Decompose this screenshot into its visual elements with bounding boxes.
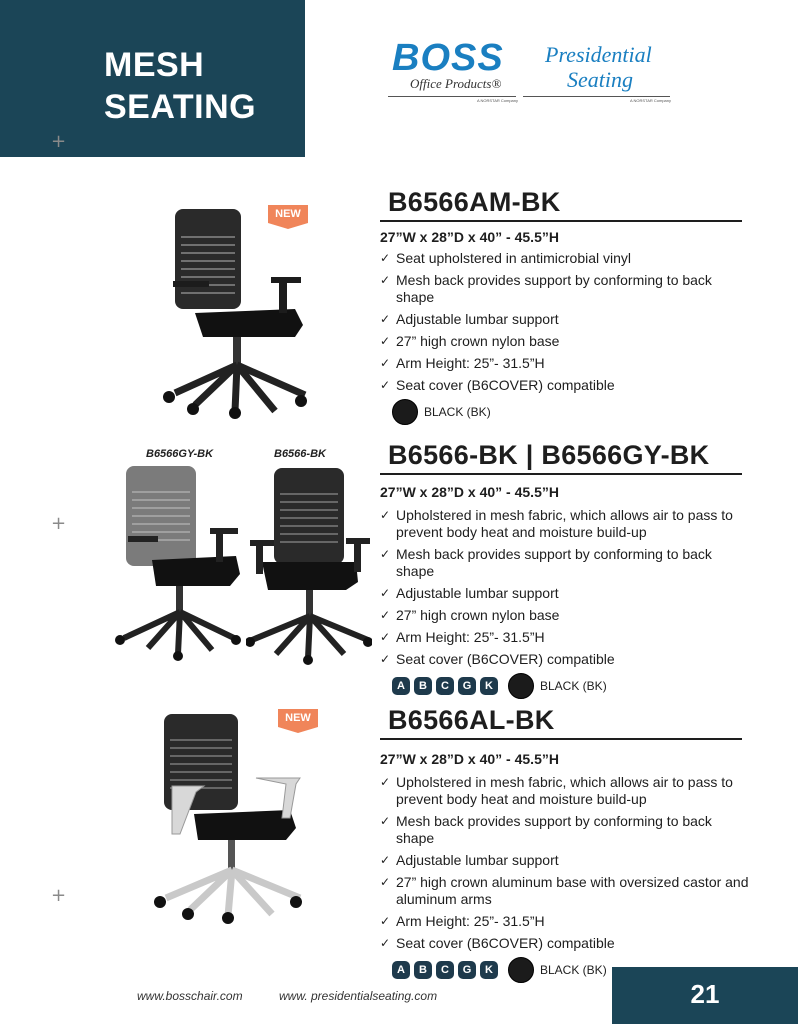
footer-link-bosschair[interactable]: www.bosschair.com [137, 989, 243, 1003]
checkmark-icon: ✓ [380, 378, 391, 392]
feature-item: ✓ 27” high crown nylon base [380, 607, 560, 623]
grade-badge: A [392, 961, 410, 979]
chair-image-b6566am [155, 205, 315, 420]
boss-logo-word: BOSS [392, 37, 504, 79]
swatch-label: BLACK (BK) [540, 679, 607, 693]
page-title-line2: SEATING [104, 88, 257, 126]
black-swatch [508, 673, 534, 699]
product-title: B6566AM-BK [388, 187, 561, 217]
chair-image-b6566gy [112, 462, 242, 662]
checkmark-icon: ✓ [380, 547, 391, 561]
grade-badge: K [480, 961, 498, 979]
color-options [380, 399, 750, 425]
feature-item: ✓ Adjustable lumbar support [380, 852, 559, 868]
color-options [380, 673, 750, 699]
grade-badge: G [458, 961, 476, 979]
checkmark-icon: ✓ [380, 814, 391, 828]
feature-item: ✓ Arm Height: 25”- 31.5”H [380, 629, 545, 645]
checkmark-icon: ✓ [380, 251, 391, 265]
page-number: 21 [690, 979, 720, 1009]
page-title [104, 44, 256, 128]
checkmark-icon: ✓ [380, 914, 391, 928]
grade-badge: C [436, 961, 454, 979]
checkmark-icon: ✓ [380, 775, 391, 789]
checkmark-icon: ✓ [380, 273, 391, 287]
boss-tagline: A NORSTAR Company [476, 98, 518, 103]
product-title: B6566AL-BK [388, 705, 555, 735]
presidential-logo-word: Presidential [545, 42, 652, 67]
checkmark-icon: ✓ [380, 508, 391, 522]
grade-badge: K [480, 677, 498, 695]
boss-logo-sub: Office Products® [410, 76, 502, 91]
grade-badge: C [436, 677, 454, 695]
boss-logo [388, 38, 518, 104]
checkmark-icon: ✓ [380, 875, 391, 889]
grade-badge: A [392, 677, 410, 695]
feature-item: ✓ 27” high crown aluminum base with oversized castor and aluminum arms [380, 874, 749, 907]
feature-item: ✓ Seat cover (B6COVER) compatible [380, 377, 615, 393]
footer-link-presidential[interactable]: www. presidentialseating.com [279, 989, 438, 1003]
feature-item: ✓ Arm Height: 25”- 31.5”H [380, 355, 545, 371]
new-badge-label: NEW [275, 208, 301, 220]
feature-item: ✓ Upholstered in mesh fabric, which allows air to pass to prevent body heat and moisture build-up [380, 774, 733, 807]
crop-mark-icon: + [51, 513, 67, 534]
checkmark-icon: ✓ [380, 312, 391, 326]
presidential-logo [523, 40, 671, 106]
product-dimensions: 27”W x 28”D x 40” - 45.5”H [380, 751, 559, 767]
product-dimensions: 27”W x 28”D x 40” - 45.5”H [380, 484, 559, 500]
model-label-gy: B6566GY-BK [146, 448, 214, 460]
model-label-bk: B6566-BK [274, 448, 326, 460]
feature-item: ✓ 27” high crown nylon base [380, 333, 560, 349]
chair-image-b6566bk [246, 466, 372, 666]
feature-list [380, 250, 750, 394]
presidential-tagline: A NORSTAR Company [629, 98, 671, 103]
feature-list [380, 507, 750, 668]
feature-item: ✓ Mesh back provides support by conforming to back shape [380, 546, 712, 579]
feature-list [380, 774, 750, 952]
feature-item: ✓ Seat cover (B6COVER) compatible [380, 651, 615, 667]
checkmark-icon: ✓ [380, 652, 391, 666]
product-dimensions: 27”W x 28”D x 40” - 45.5”H [380, 229, 559, 245]
title-divider [380, 738, 742, 740]
product-b6566am [380, 186, 750, 425]
feature-item: ✓ Arm Height: 25”- 31.5”H [380, 913, 545, 929]
feature-item: ✓ Seat upholstered in antimicrobial vinyl [380, 250, 632, 266]
feature-item: ✓ Mesh back provides support by conforming to back shape [380, 813, 712, 846]
product-title: B6566-BK | B6566GY-BK [388, 440, 710, 470]
page-number-box [612, 967, 798, 1024]
feature-item: ✓ Adjustable lumbar support [380, 311, 559, 327]
checkmark-icon: ✓ [380, 356, 391, 370]
feature-item: ✓ Upholstered in mesh fabric, which allows air to pass to prevent body heat and moisture build-up [380, 507, 733, 540]
grade-badge: B [414, 961, 432, 979]
grade-badge: G [458, 677, 476, 695]
black-swatch [392, 399, 418, 425]
checkmark-icon: ✓ [380, 936, 391, 950]
presidential-logo-sub: Seating [567, 67, 633, 92]
checkmark-icon: ✓ [380, 853, 391, 867]
page-title-line1: MESH [104, 46, 205, 84]
title-divider [380, 220, 742, 222]
checkmark-icon: ✓ [380, 608, 391, 622]
new-badge-label: NEW [285, 712, 311, 724]
crop-mark-icon: + [51, 131, 67, 152]
checkmark-icon: ✓ [380, 630, 391, 644]
swatch-label: BLACK (BK) [540, 963, 607, 977]
product-b6566 [380, 439, 750, 699]
feature-item: ✓ Seat cover (B6COVER) compatible [380, 935, 615, 951]
grade-badge: B [414, 677, 432, 695]
chair-image-b6566al [150, 710, 310, 925]
header-banner [0, 0, 305, 157]
product-b6566al [380, 704, 750, 983]
black-swatch [508, 957, 534, 983]
swatch-label: BLACK (BK) [424, 405, 491, 419]
title-divider [380, 473, 742, 475]
feature-item: ✓ Adjustable lumbar support [380, 585, 559, 601]
crop-mark-icon: + [51, 885, 67, 906]
checkmark-icon: ✓ [380, 586, 391, 600]
checkmark-icon: ✓ [380, 334, 391, 348]
feature-item: ✓ Mesh back provides support by conforming to back shape [380, 272, 712, 305]
